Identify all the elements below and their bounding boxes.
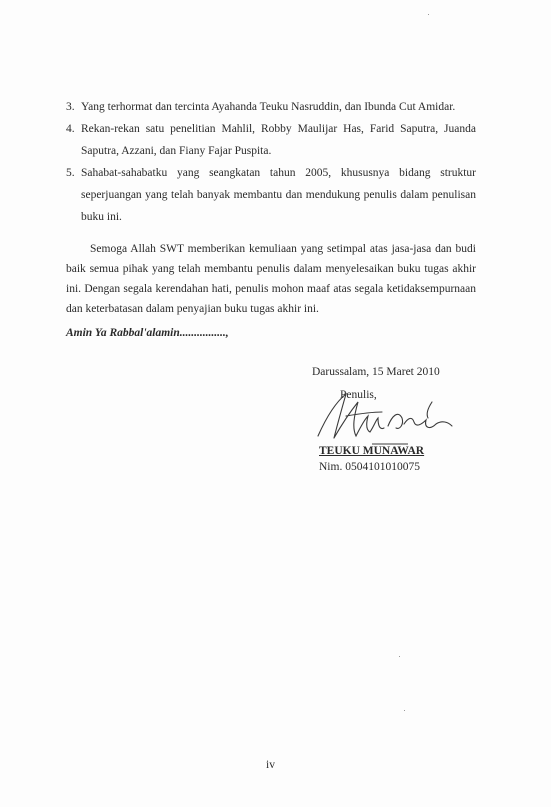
page-number: iv (266, 759, 275, 771)
place-date: Darussalam, 15 Maret 2010 (312, 366, 440, 378)
list-item (66, 118, 476, 162)
list-item-number: 5. (66, 167, 75, 179)
writer-label: Penulis, (340, 389, 377, 401)
list-item (66, 162, 476, 228)
list-item-number: 4. (66, 123, 75, 135)
list-item-number: 3. (66, 101, 75, 113)
list-item-text: Rekan-rekan satu penelitian Mahlil, Robby Maulijar Has, Farid Saputra, Juanda Saputra, Azzani, dan Fiany Fajar Puspita. (81, 123, 476, 157)
closing-paragraph: Semoga Allah SWT memberikan kemuliaan yang setimpal atas jasa-jasa dan budi baik semua pihak yang telah membantu penulis dalam menyelesaikan buku tugas akhir ini. Dengan segala kerendahan hati, penulis mohon maaf atas segala ketidaksempurnaan dan keterbatasan dalam penyajian buku tugas akhir ini. (66, 243, 476, 315)
scan-speck (428, 14, 429, 15)
scan-speck (404, 710, 405, 711)
list-item-text: Sahabat-sahabatku yang seangkatan tahun 2005, khususnya bidang struktur seperjuangan yang telah banyak membantu dan mendukung penulis dalam penulisan buku ini. (81, 167, 476, 223)
signer-name: TEUKU MUNAWAR (319, 445, 425, 457)
list-item-text: Yang terhormat dan tercinta Ayahanda Teuku Nasruddin, dan Ibunda Cut Amidar. (81, 101, 456, 113)
list-item (66, 96, 476, 118)
scan-speck (399, 656, 400, 657)
acknowledgment-list (66, 96, 476, 228)
closing-prayer: Amin Ya Rabbal'alamin................, (66, 327, 229, 339)
signer-nim: Nim. 0504101010075 (319, 461, 420, 473)
handwritten-signature (312, 388, 462, 448)
